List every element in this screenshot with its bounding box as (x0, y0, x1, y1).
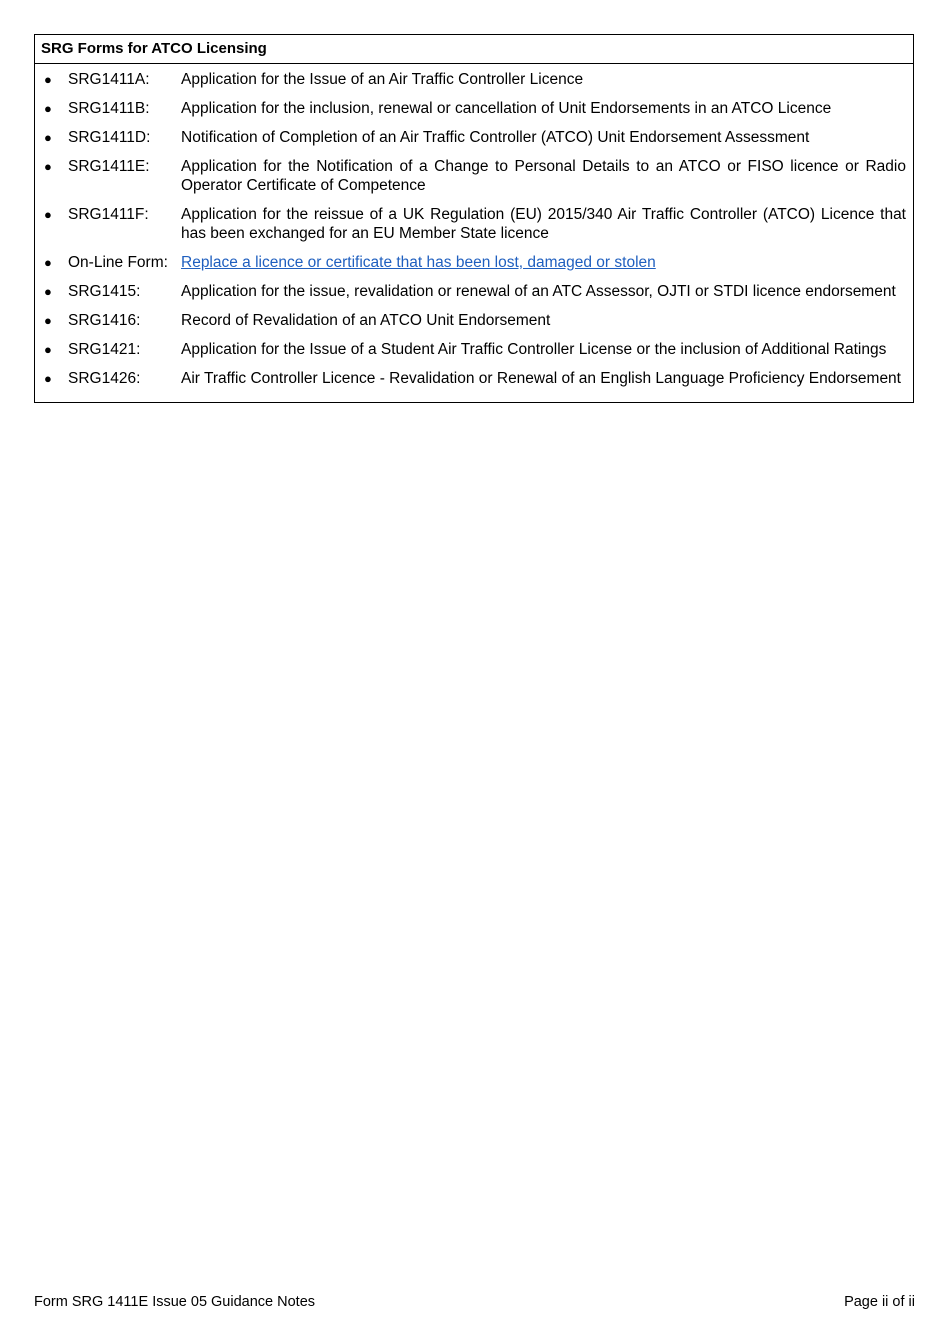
online-form-link[interactable]: Replace a licence or certificate that has been lost, damaged or stolen (181, 254, 656, 271)
form-code: SRG1416: (68, 312, 141, 329)
form-description: Notification of Completion of an Air Traffic Controller (ATCO) Unit Endorsement Assessment (181, 129, 810, 146)
list-item (35, 253, 913, 272)
footer-form-reference: Form SRG 1411E Issue 05 Guidance Notes (34, 1294, 316, 1310)
form-code: SRG1411D: (68, 129, 151, 146)
form-description: Record of Revalidation of an ATCO Unit Endorsement (181, 312, 551, 329)
bullet-icon: ● (44, 342, 52, 357)
form-description: Application for the issue, revalidation or renewal of an ATC Assessor, OJTI or STDI licence endorsement (181, 283, 896, 300)
forms-box (34, 34, 914, 403)
list-item (35, 99, 913, 118)
form-code: SRG1415: (68, 283, 141, 300)
form-code: SRG1411B: (68, 100, 150, 117)
form-code: On-Line Form: (68, 254, 168, 271)
form-code: SRG1411F: (68, 206, 149, 223)
list-item (35, 311, 913, 330)
list-item (35, 369, 913, 388)
form-description: Application for the Issue of a Student Air Traffic Controller License or the inclusion of Additional Ratings (181, 341, 887, 358)
bullet-icon: ● (44, 284, 52, 299)
list-item (35, 157, 913, 195)
form-code: SRG1426: (68, 370, 141, 387)
list-item (35, 205, 913, 243)
forms-list (35, 64, 913, 402)
bullet-icon: ● (44, 72, 52, 87)
form-code: SRG1411A: (68, 71, 150, 88)
box-title: SRG Forms for ATCO Licensing (35, 35, 913, 64)
form-description: Application for the Issue of an Air Traffic Controller Licence (181, 71, 584, 88)
list-item (35, 340, 913, 359)
form-description: Application for the reissue of a UK Regulation (EU) 2015/340 Air Traffic Controller (ATCO) Licence that has been exchanged for an EU Member State licence (181, 206, 906, 242)
bullet-icon: ● (44, 371, 52, 386)
list-item (35, 70, 913, 89)
form-description: Application for the inclusion, renewal or cancellation of Unit Endorsements in an ATCO Licence (181, 100, 832, 117)
bullet-icon: ● (44, 159, 52, 174)
bullet-icon: ● (44, 130, 52, 145)
form-code: SRG1421: (68, 341, 141, 358)
form-description: Application for the Notification of a Change to Personal Details to an ATCO or FISO licence or Radio Operator Certificate of Competence (181, 158, 906, 194)
list-item (35, 128, 913, 147)
footer-page-number: Page ii of ii (844, 1294, 915, 1310)
bullet-icon: ● (44, 255, 52, 270)
form-code: SRG1411E: (68, 158, 150, 175)
bullet-icon: ● (44, 207, 52, 222)
form-description: Air Traffic Controller Licence - Revalidation or Renewal of an English Language Proficiency Endorsement (181, 370, 901, 387)
bullet-icon: ● (44, 313, 52, 328)
list-item (35, 282, 913, 301)
bullet-icon: ● (44, 101, 52, 116)
